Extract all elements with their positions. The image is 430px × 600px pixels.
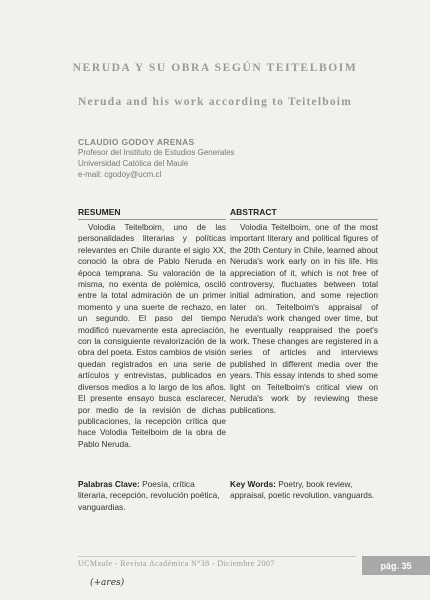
abstract-heading: ABSTRACT (230, 207, 378, 220)
resumen-text: Volodia Teitelboim, uno de las personalidades literarias y políticas relevantes en Chile durante el siglo XX, conoció la obra de Pablo Neruda en época temprana. Su valoración de la misma, no exenta de polémica, osciló entre la total admiración de un primer momento y una suerte de rechazo, en un segundo. El paso del tiempo modificó nuevamente esta apreciación, con la consiguiente revalorización de la obra del poeta. Estos cambios de visión quedan registrados en una serie de artículos y entrevistas, publicados en diversos medios a lo largo de los años. El presente ensayo busca esclarecer, por medio de la revisión de dichas publicaciones, la recepción crítica que hace Volodia Teitelboim de la obra de Pablo Neruda. (78, 222, 226, 449)
abstract-text: Volodia Teitelboim, one of the most important literary and political figures of the 20th Century in Chile, learned about Neruda's work early on in his life. His appreciation of it, which is not free of controversy, fluctuates between total initial admiration, and some rejection later on. Teitelboim's appraisal of Neruda's work changed over time, but he eventually reappraised the poet's work. These changes are registered in a series of articles and interviews published in different media over the years. This essay intends to shed some light on Teitelboim's critical view on Neruda's work by reviewing these publications. (230, 222, 378, 415)
author-name: CLAUDIO GODOY ARENAS (78, 137, 195, 147)
page-number-tab: pág. 35 (362, 556, 430, 575)
handwritten-note: (+ares) (90, 578, 125, 588)
keywords-spanish (78, 479, 226, 513)
journal-footer: UCMaule - Revista Académica N°38 - Diciembre 2007 (78, 559, 275, 568)
author-block (78, 137, 278, 180)
keywords-spanish-text: Poesía, crítica literaria, recepción, revolución poética, vanguardias. (78, 479, 220, 512)
resumen-column (78, 207, 226, 450)
author-affiliation-line: Universidad Católica del Maule (78, 159, 189, 168)
author-email: e-mail: cgodoy@ucm.cl (78, 170, 162, 179)
article-title-english: Neruda and his work according to Teitelboim (78, 96, 352, 108)
keywords-english (230, 479, 378, 502)
article-title-spanish: NERUDA Y SU OBRA SEGÚN TEITELBOIM (72, 62, 358, 74)
keywords-spanish-label: Palabras Clave: (78, 479, 140, 489)
resumen-heading: RESUMEN (78, 207, 226, 220)
footer-divider (78, 556, 356, 557)
abstract-column (230, 207, 378, 416)
keywords-english-text: Poetry, book review, appraisal, poetic revolution, vanguards. (230, 479, 375, 501)
keywords-english-label: Key Words: (230, 479, 276, 489)
author-affiliation-line: Profesor del Instituto de Estudios Generales (78, 148, 235, 157)
